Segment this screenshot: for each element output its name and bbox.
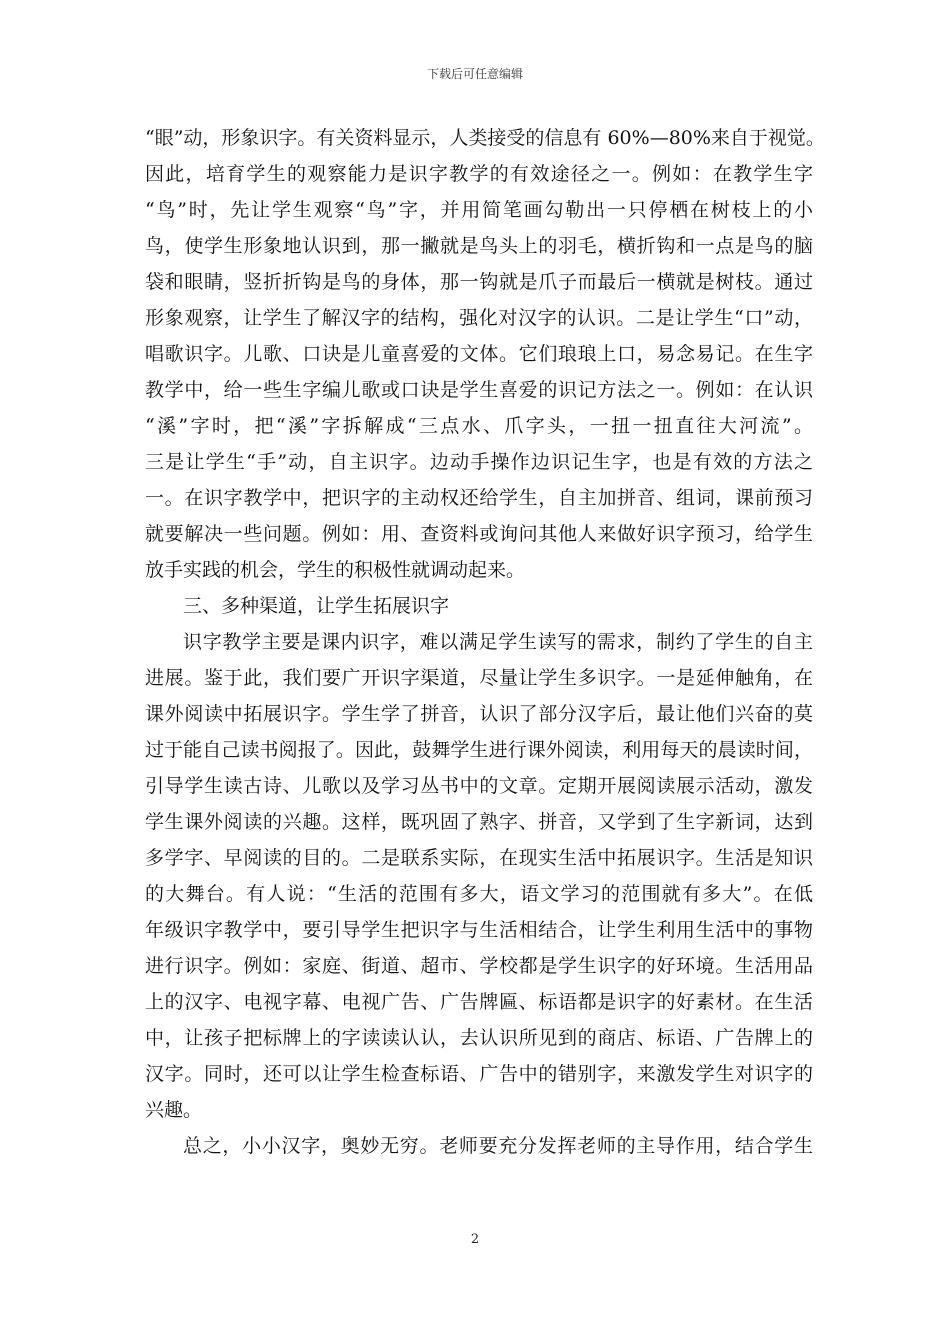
text-line: 课外阅读中拓展识字。学生学了拼音，认识了部分汉字后，最让他们兴奋的莫: [145, 703, 813, 725]
text-line: 引导学生读古诗、儿歌以及学习丛书中的文章。定期开展阅读展示活动，激发: [145, 775, 813, 797]
text-line: 鸟，使学生形象地认识到，那一撇就是鸟头上的羽毛，横折钩和一点是鸟的脑: [145, 235, 813, 257]
document-body: [145, 120, 825, 1164]
text-line: 袋和眼睛，竖折折钩是鸟的身体，那一钩就是爪子而最后一横就是树枝。通过: [145, 271, 813, 293]
text-line: 放手实践的机会，学生的积极性就调动起来。: [145, 559, 526, 581]
text-line: “鸟”时，先让学生观察“鸟”字，并用简笔画勾勒出一只停栖在树枝上的小: [145, 199, 813, 221]
text-line: “眼”动，形象识字。有关资料显示，人类接受的信息有 60%—80%来自于视觉。: [145, 127, 825, 149]
text-line: 因此，培育学生的观察能力是识字教学的有效途径之一。例如：在教学生字: [145, 163, 813, 185]
text-line: 三是让学生“手”动，自主识字。边动手操作边识记生字，也是有效的方法之: [145, 451, 813, 473]
text-line: 汉字。同时，还可以让学生检查标语、广告中的错别字，来激发学生对识字的: [145, 1063, 813, 1085]
text-line: 教学中，给一些生字编儿歌或口诀是学生喜爱的识记方法之一。例如：在认识: [145, 379, 813, 401]
text-line: 过于能自己读书阅报了。因此，鼓舞学生进行课外阅读，利用每天的晨读时间，: [145, 739, 813, 761]
page-number: 2: [470, 1232, 480, 1247]
page-header: 下载后可任意编辑: [426, 67, 523, 81]
section-heading: 三、多种渠道，让学生拓展识字: [183, 595, 450, 617]
text-line: 年级识字教学中，要引导学生把识字与生活相结合，让学生利用生活中的事物: [145, 919, 813, 941]
text-line: 一。在识字教学中，把识字的主动权还给学生，自主加拼音、组词，课前预习: [145, 487, 813, 509]
text-line: 形象观察，让学生了解汉字的结构，强化对汉字的认识。二是让学生“口”动，: [145, 307, 813, 329]
text-line: 上的汉字、电视字幕、电视广告、广告牌匾、标语都是识字的好素材。在生活: [145, 991, 813, 1013]
text-line: 学生课外阅读的兴趣。这样，既巩固了熟字、拼音，又学到了生字新词，达到: [145, 811, 813, 833]
text-line: 就要解决一些问题。例如：用、查资料或询问其他人来做好识字预习，给学生: [145, 523, 813, 545]
text-line: 兴趣。: [145, 1099, 203, 1121]
text-line: 识字教学主要是课内识字，难以满足学生读写的需求，制约了学生的自主: [183, 631, 813, 653]
text-line: 中，让孩子把标牌上的字读读认认，去认识所见到的商店、标语、广告牌上的: [145, 1027, 813, 1049]
text-line: 多学字、早阅读的目的。二是联系实际，在现实生活中拓展识字。生活是知识: [145, 847, 813, 869]
text-line: “溪”字时，把“溪”字拆解成“三点水、爪字头，一扭一扭直往大河流”。: [145, 415, 813, 437]
text-line: 总之，小小汉字，奥妙无穷。老师要充分发挥老师的主导作用，结合学生: [183, 1135, 813, 1157]
text-line: 唱歌识字。儿歌、口诀是儿童喜爱的文体。它们琅琅上口，易念易记。在生字: [145, 343, 813, 365]
text-line: 的大舞台。有人说：“生活的范围有多大，语文学习的范围就有多大”。在低: [145, 883, 813, 905]
text-line: 进行识字。例如：家庭、街道、超市、学校都是学生识字的好环境。生活用品: [145, 955, 813, 977]
text-line: 进展。鉴于此，我们要广开识字渠道，尽量让学生多识字。一是延伸触角，在: [145, 667, 813, 689]
